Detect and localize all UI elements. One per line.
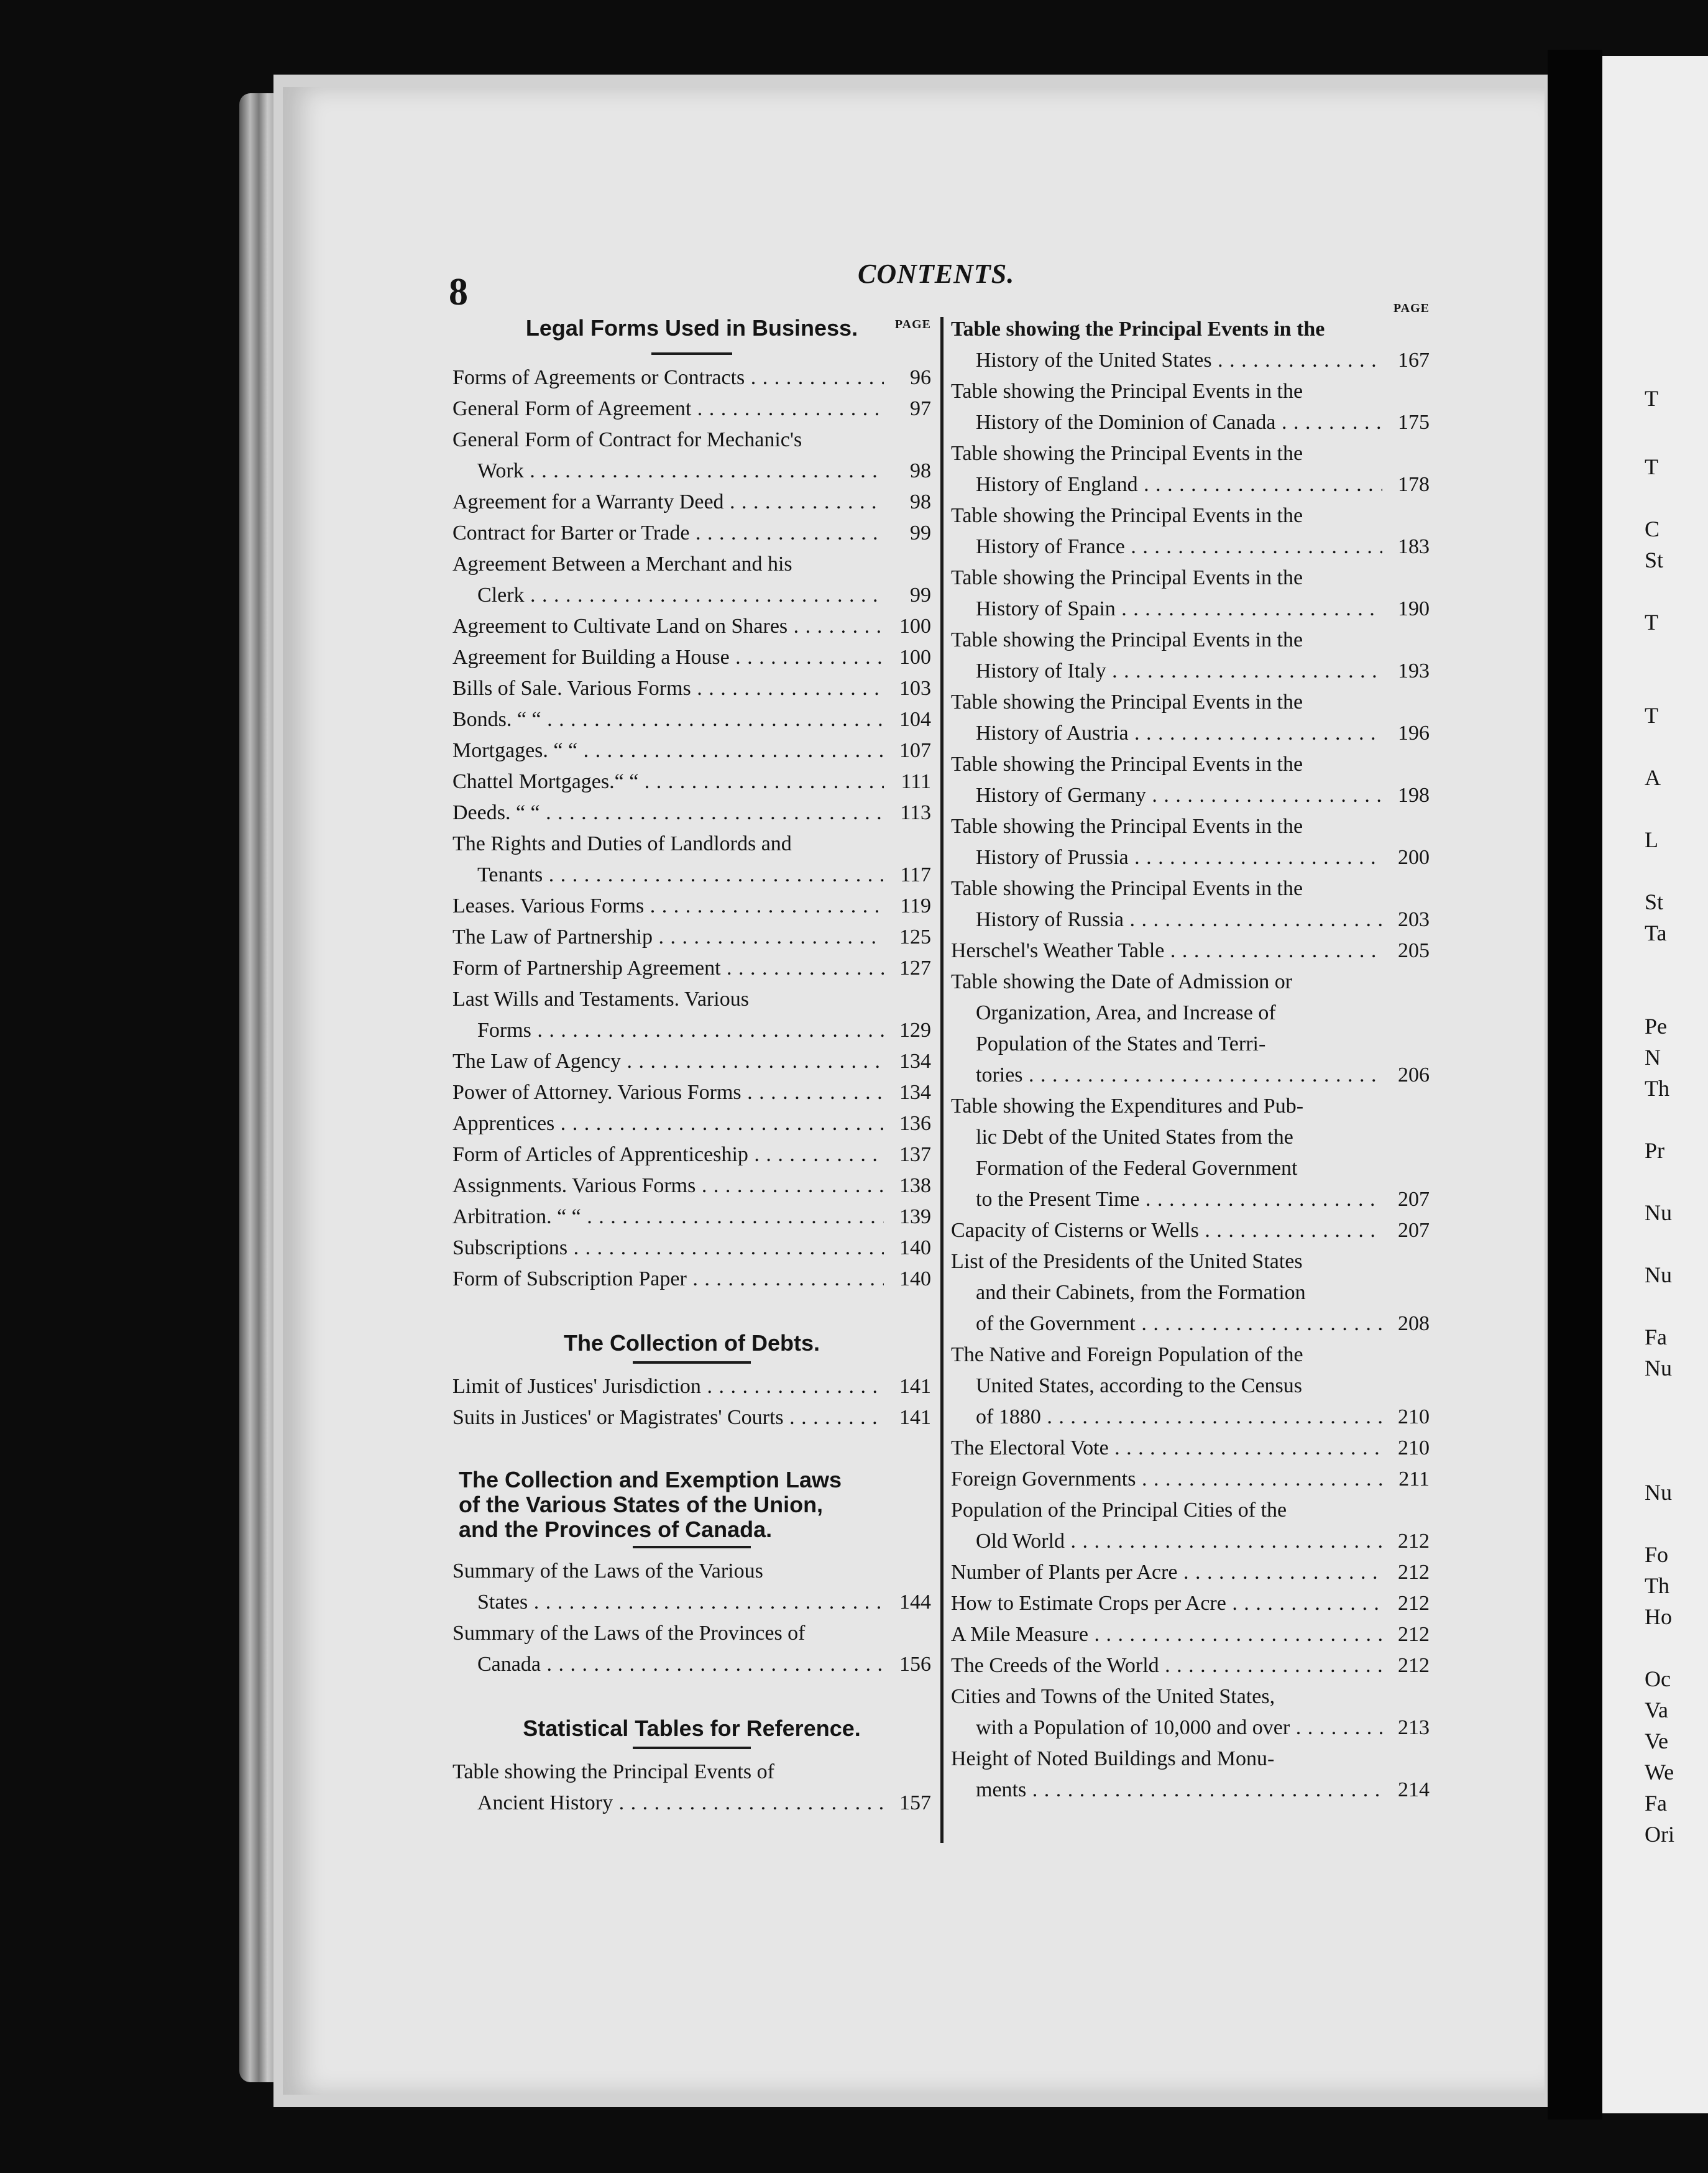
toc-entry-line: Table showing the Principal Events in the xyxy=(951,877,1303,900)
toc-page-number: 136 xyxy=(899,1112,931,1135)
toc-entry-title xyxy=(951,563,1382,625)
toc-entry-title xyxy=(951,811,1382,873)
toc-entry xyxy=(951,1433,1430,1464)
toc-entry xyxy=(951,1339,1430,1433)
facing-page-fragment: Oc xyxy=(1645,1666,1671,1691)
toc-page-number: 205 xyxy=(1398,939,1430,962)
toc-entry xyxy=(452,953,931,984)
facing-page-fragment: T xyxy=(1645,703,1658,728)
toc-page-number: 138 xyxy=(899,1174,931,1197)
toc-entry-line xyxy=(452,860,884,891)
toc-entry-title xyxy=(452,1618,884,1680)
toc-entry-title xyxy=(951,1339,1382,1433)
toc-entry xyxy=(951,1588,1430,1619)
toc-entry-line-text: History of Germany . . . xyxy=(976,784,1382,807)
section-title-line: and the Provinces of Canada. xyxy=(459,1517,773,1542)
toc-entry-title: Apprentices . . . xyxy=(452,1108,884,1139)
toc-page-number: 141 xyxy=(899,1375,931,1398)
toc-page-number: 183 xyxy=(1398,535,1430,558)
toc-entry-line: Formation of the Federal Government xyxy=(976,1157,1298,1180)
facing-page-fragment: Ta xyxy=(1645,921,1667,945)
toc-page-number: 212 xyxy=(1398,1623,1430,1646)
facing-page-fragment: T xyxy=(1645,610,1658,635)
toc-entry-title xyxy=(951,1681,1382,1743)
toc-entry-line-text: with a Population of 10,000 and over . . . xyxy=(976,1716,1382,1739)
toc-entry-title: Form of Subscription Paper . . . xyxy=(452,1264,884,1295)
toc-entry-title xyxy=(951,376,1382,438)
toc-entry-line xyxy=(951,780,1382,811)
toc-entry xyxy=(951,438,1430,500)
toc-page-number: 212 xyxy=(1398,1561,1430,1584)
toc-entry-line-text: Work . . . xyxy=(477,459,884,482)
toc-entry xyxy=(452,642,931,673)
toc-entry-line-text: of 1880 . . . xyxy=(976,1405,1382,1428)
toc-entry-title: Form of Articles of Apprenticeship . . . xyxy=(452,1139,884,1170)
toc-entry-line: The Rights and Duties of Landlords and xyxy=(452,832,792,855)
toc-page-number: 117 xyxy=(900,863,931,886)
toc-entry xyxy=(452,891,931,922)
toc-page-number: 200 xyxy=(1398,846,1430,869)
toc-entry-title: Leases. Various Forms . . . xyxy=(452,891,884,922)
toc-entry xyxy=(452,393,931,425)
toc-entry-title: Deeds. “ “ . . . xyxy=(452,797,884,829)
toc-page-number: 208 xyxy=(1398,1312,1430,1335)
toc-entry xyxy=(951,811,1430,873)
toc-page-number: 140 xyxy=(899,1236,931,1259)
toc-entry xyxy=(452,1402,931,1433)
toc-entry xyxy=(452,1201,931,1233)
toc-entry-line-text: History of the United States . . . xyxy=(976,349,1382,372)
toc-entry-line xyxy=(951,1184,1382,1215)
toc-entry-line-text: Ancient History . . . xyxy=(477,1791,884,1814)
section-title: Statistical Tables for Reference. xyxy=(523,1716,861,1741)
toc-page-number: 127 xyxy=(899,957,931,980)
toc-page-number: 212 xyxy=(1398,1592,1430,1615)
toc-entry-line xyxy=(951,1712,1382,1743)
toc-entry xyxy=(452,518,931,549)
toc-entry-title: The Creeds of the World . . . xyxy=(951,1650,1382,1681)
toc-page-number: 178 xyxy=(1398,473,1430,496)
toc-entry-line-text: of the Government . . . xyxy=(976,1312,1382,1335)
section-title-line: of the Various States of the Union, xyxy=(459,1492,824,1517)
toc-page-number: 139 xyxy=(899,1205,931,1228)
toc-entry xyxy=(452,425,931,487)
toc-entry-line-text: Tenants . . . xyxy=(477,863,884,886)
toc-entry-line xyxy=(452,1649,884,1680)
toc-page-number: 141 xyxy=(899,1406,931,1429)
toc-entry-title: Chattel Mortgages.“ “ . . . xyxy=(452,766,884,797)
toc-entry-title: How to Estimate Crops per Acre . . . xyxy=(951,1588,1382,1619)
toc-entry xyxy=(452,1371,931,1402)
toc-entry-line-text: Canada . . . xyxy=(477,1653,884,1676)
toc-entry xyxy=(951,376,1430,438)
toc-entry-line xyxy=(452,456,884,487)
facing-page-fragment: A xyxy=(1645,765,1661,790)
toc-page-number: 196 xyxy=(1398,722,1430,745)
toc-entry-line-text: History of the Dominion of Canada . . . xyxy=(976,411,1382,434)
toc-entry-line: Table showing the Principal Events in the xyxy=(951,815,1303,838)
toc-entry-title xyxy=(951,749,1382,811)
toc-entry xyxy=(452,611,931,642)
toc-entry xyxy=(452,1264,931,1295)
running-head: CONTENTS. xyxy=(858,259,1015,289)
facing-page-fragment: Ve xyxy=(1645,1729,1668,1753)
toc-page-number: 100 xyxy=(899,615,931,638)
toc-entry-line-text: States . . . xyxy=(477,1591,884,1614)
toc-page-number: 193 xyxy=(1398,659,1430,682)
toc-entry xyxy=(452,1170,931,1201)
toc-entry-line: The Native and Foreign Population of the xyxy=(951,1343,1303,1366)
toc-entry-title xyxy=(452,1556,884,1618)
toc-entry xyxy=(951,1464,1430,1495)
toc-entry-title xyxy=(951,438,1382,500)
toc-entry-line: Table showing the Principal Events in the xyxy=(951,566,1303,589)
facing-page-fragment: Th xyxy=(1645,1573,1669,1598)
title-rule xyxy=(633,1546,751,1548)
toc-entry-line-text: History of Italy . . . xyxy=(976,659,1382,682)
toc-entry-title: Agreement for a Warranty Deed . . . xyxy=(452,487,884,518)
toc-page-number: 97 xyxy=(910,397,931,420)
toc-entry-line xyxy=(951,842,1382,873)
toc-entry-title: Mortgages. “ “ . . . xyxy=(452,735,884,766)
toc-entry-title: Suits in Justices' or Magistrates' Courts . . . xyxy=(452,1402,884,1433)
toc-entry xyxy=(951,1091,1430,1215)
toc-entry xyxy=(452,1618,931,1680)
toc-page-number: 134 xyxy=(899,1050,931,1073)
facing-page-fragment: Nu xyxy=(1645,1262,1672,1287)
toc-entry-line xyxy=(951,531,1382,563)
toc-entry-title xyxy=(951,314,1382,376)
toc-page-number: 198 xyxy=(1398,784,1430,807)
toc-entry xyxy=(452,797,931,829)
toc-page-number: 212 xyxy=(1398,1654,1430,1677)
toc-entry-title xyxy=(951,500,1382,563)
right-column xyxy=(951,301,1430,1806)
toc-page-number: 129 xyxy=(899,1019,931,1042)
toc-entry-line xyxy=(951,1526,1382,1557)
toc-entry xyxy=(951,1743,1430,1806)
toc-entry-line xyxy=(452,1587,884,1618)
toc-entry-line-text: Forms . . . xyxy=(477,1019,884,1042)
toc-entry-line xyxy=(452,1015,884,1046)
toc-page-number: 207 xyxy=(1398,1219,1430,1242)
facing-page-fragment: St xyxy=(1645,889,1664,914)
facing-page-fragment: Fa xyxy=(1645,1791,1667,1816)
toc-entry-line-text: History of France . . . xyxy=(976,535,1382,558)
toc-page-number: 214 xyxy=(1398,1778,1430,1801)
page-column-label: PAGE xyxy=(894,318,931,331)
toc-entry-line: Agreement Between a Merchant and his xyxy=(452,553,792,576)
facing-page-fragment: L xyxy=(1645,827,1658,852)
toc-entry xyxy=(951,625,1430,687)
toc-page-number: 103 xyxy=(899,677,931,700)
toc-page-number: 119 xyxy=(900,894,931,917)
toc-entry-title xyxy=(951,967,1382,1091)
toc-entry xyxy=(452,1108,931,1139)
toc-entry-title: The Law of Agency . . . xyxy=(452,1046,884,1077)
toc-entry-line-text: History of Russia . . . xyxy=(976,908,1382,931)
toc-entry-line: Cities and Towns of the United States, xyxy=(951,1685,1275,1708)
title-rule xyxy=(633,1361,751,1364)
toc-page-number: 104 xyxy=(899,708,931,731)
toc-page-number: 98 xyxy=(910,459,931,482)
title-rule xyxy=(651,352,732,355)
toc-entry-line-text: History of England . . . xyxy=(976,473,1382,496)
toc-entry-title: Agreement for Building a House . . . xyxy=(452,642,884,673)
toc-entry-line xyxy=(452,1788,884,1819)
facing-page-fragment: Fo xyxy=(1645,1542,1669,1567)
toc-entry xyxy=(951,1557,1430,1588)
toc-entry-line xyxy=(951,594,1382,625)
toc-entry-title: A Mile Measure . . . xyxy=(951,1619,1382,1650)
facing-page-fragment: Pr xyxy=(1645,1138,1665,1163)
toc-page-number: 190 xyxy=(1398,597,1430,620)
toc-entry-title: Bonds. “ “ . . . xyxy=(452,704,884,735)
toc-entry xyxy=(452,549,931,611)
toc-entry-title xyxy=(452,829,884,891)
toc-entry-line-text: ments . . . xyxy=(976,1778,1382,1801)
toc-page-number: 207 xyxy=(1398,1188,1430,1211)
toc-entry-line: Table showing the Principal Events in the xyxy=(951,691,1303,714)
toc-page-number: 137 xyxy=(899,1143,931,1166)
toc-entry xyxy=(951,1619,1430,1650)
facing-page-fragment: Ori xyxy=(1645,1822,1674,1847)
toc-entry xyxy=(452,1077,931,1108)
toc-page-number: 98 xyxy=(910,490,931,513)
toc-entry-line: List of the Presidents of the United States xyxy=(951,1250,1303,1273)
toc-entry-line: Table showing the Principal Events in the xyxy=(951,318,1325,341)
toc-entry xyxy=(452,735,931,766)
toc-entry-line: Table showing the Date of Admission or xyxy=(951,970,1293,993)
toc-entry-title xyxy=(951,1743,1382,1806)
toc-entry-line: Population of the States and Terri- xyxy=(976,1032,1266,1055)
toc-entry-line xyxy=(951,1308,1382,1339)
facing-page-fragment: Nu xyxy=(1645,1200,1672,1225)
toc-entry-title xyxy=(951,873,1382,935)
toc-page-number: 113 xyxy=(900,801,931,824)
toc-entry xyxy=(452,1046,931,1077)
toc-entry-line: lic Debt of the United States from the xyxy=(976,1126,1293,1149)
toc-page-number: 111 xyxy=(901,770,931,793)
toc-entry-line: Summary of the Laws of the Provinces of xyxy=(452,1622,806,1645)
toc-entry-line: Population of the Principal Cities of the xyxy=(951,1499,1287,1522)
toc-entry xyxy=(452,1139,931,1170)
toc-page-number: 125 xyxy=(899,926,931,949)
toc-entry xyxy=(951,1495,1430,1557)
facing-page-fragment: C xyxy=(1645,517,1660,541)
toc-entry xyxy=(951,1215,1430,1246)
facing-page-fragment: Va xyxy=(1645,1698,1668,1722)
toc-entry-title: Foreign Governments . . . xyxy=(951,1464,1382,1495)
toc-entry-line: Table showing the Principal Events in the xyxy=(951,442,1303,465)
toc-page-number: 140 xyxy=(899,1267,931,1290)
toc-entry-title: Capacity of Cisterns or Wells . . . xyxy=(951,1215,1382,1246)
toc-entry-line xyxy=(951,345,1382,376)
toc-entry-title: Contract for Barter or Trade . . . xyxy=(452,518,884,549)
toc-entry-title: Herschel's Weather Table . . . xyxy=(951,935,1382,967)
toc-entry xyxy=(452,1757,931,1819)
section-gap xyxy=(452,1295,931,1329)
toc-entry-title: Agreement to Cultivate Land on Shares . . . xyxy=(452,611,884,642)
toc-entry xyxy=(452,766,931,797)
toc-entry xyxy=(452,704,931,735)
toc-entry-line: Height of Noted Buildings and Monu- xyxy=(951,1747,1275,1770)
toc-entry-line-text: tories . . . xyxy=(976,1064,1382,1086)
page-number: 8 xyxy=(449,271,468,313)
toc-entry-title: Arbitration. “ “ . . . xyxy=(452,1201,884,1233)
facing-page-fragment: Ho xyxy=(1645,1604,1672,1629)
toc-page-number: 107 xyxy=(899,739,931,762)
page-column-label: PAGE xyxy=(1393,301,1430,315)
toc-page-number: 212 xyxy=(1398,1530,1430,1553)
toc-page-number: 96 xyxy=(910,366,931,389)
toc-page-number: 99 xyxy=(910,521,931,544)
toc-entry xyxy=(951,314,1430,376)
section-gap xyxy=(452,1433,931,1468)
column-divider xyxy=(940,317,944,1843)
toc-entry xyxy=(452,487,931,518)
toc-entry-line: Table showing the Principal Events of xyxy=(452,1760,774,1783)
toc-entry-title xyxy=(452,425,884,487)
toc-entry xyxy=(452,362,931,393)
toc-entry xyxy=(951,500,1430,563)
facing-page-fragment: St xyxy=(1645,548,1664,572)
toc-entry-line xyxy=(452,580,884,611)
book-gutter xyxy=(1548,50,1602,2120)
toc-page-number: 211 xyxy=(1398,1468,1430,1491)
toc-entry-title: Power of Attorney. Various Forms . . . xyxy=(452,1077,884,1108)
section-title-line: The Collection and Exemption Laws xyxy=(459,1467,842,1492)
toc-entry-line: Table showing the Expenditures and Pub- xyxy=(951,1095,1304,1118)
toc-entry xyxy=(951,1246,1430,1339)
toc-entry-title xyxy=(452,984,884,1046)
toc-page-number: 210 xyxy=(1398,1436,1430,1459)
toc-entry xyxy=(452,984,931,1046)
toc-entry xyxy=(452,829,931,891)
toc-page-number: 203 xyxy=(1398,908,1430,931)
toc-entry-line: United States, according to the Census xyxy=(976,1374,1303,1397)
toc-entry-line: Last Wills and Testaments. Various xyxy=(452,988,749,1011)
toc-page-number: 167 xyxy=(1398,349,1430,372)
toc-entry-line-text: History of Austria . . . xyxy=(976,722,1382,745)
toc-entry-line xyxy=(951,904,1382,935)
toc-entry-title xyxy=(452,1757,884,1819)
facing-page-fragment: Th xyxy=(1645,1076,1669,1101)
toc-page-number: 99 xyxy=(910,584,931,607)
toc-entry-line: Table showing the Principal Events in the xyxy=(951,628,1303,651)
toc-entry-title xyxy=(951,1246,1382,1339)
toc-entry-line: General Form of Contract for Mechanic's xyxy=(452,428,802,451)
toc-entry-line: Summary of the Laws of the Various xyxy=(452,1560,763,1583)
toc-entry-line xyxy=(951,656,1382,687)
title-rule xyxy=(633,1747,751,1749)
toc-entry-line-text: History of Prussia . . . xyxy=(976,846,1382,869)
toc-entry-title: Bills of Sale. Various Forms . . . xyxy=(452,673,884,704)
toc-entry-line-text: Old World . . . xyxy=(976,1530,1382,1553)
toc-page-number: 213 xyxy=(1398,1716,1430,1739)
toc-entry-line-text: History of Spain . . . xyxy=(976,597,1382,620)
section-title: The Collection of Debts. xyxy=(563,1330,820,1356)
toc-page-number: 157 xyxy=(899,1791,931,1814)
toc-entry-title: Forms of Agreements or Contracts . . . xyxy=(452,362,884,393)
left-column xyxy=(452,314,931,1819)
toc-entry-title: Form of Partnership Agreement . . . xyxy=(452,953,884,984)
toc-entry xyxy=(452,673,931,704)
toc-entry-line xyxy=(951,407,1382,438)
toc-entry xyxy=(951,873,1430,935)
toc-entry-line: Organization, Area, and Increase of xyxy=(976,1001,1276,1024)
toc-entry xyxy=(951,749,1430,811)
facing-page-fragment: Nu xyxy=(1645,1480,1672,1505)
toc-page-number: 100 xyxy=(899,646,931,669)
toc-entry-line xyxy=(951,1402,1382,1433)
toc-entry-title xyxy=(452,549,884,611)
toc-entry-line xyxy=(951,1775,1382,1806)
section-title: Legal Forms Used in Business. xyxy=(525,315,858,341)
toc-entry-title xyxy=(951,625,1382,687)
facing-page-fragment: T xyxy=(1645,386,1658,411)
facing-page-fragment: Nu xyxy=(1645,1356,1672,1381)
toc-entry-line-text: to the Present Time . . . xyxy=(976,1188,1382,1211)
toc-entry-title: The Law of Partnership . . . xyxy=(452,922,884,953)
toc-entry-line xyxy=(951,1060,1382,1091)
toc-entry-title: Assignments. Various Forms . . . xyxy=(452,1170,884,1201)
facing-page-fragment: N xyxy=(1645,1045,1661,1070)
facing-page-fragment: We xyxy=(1645,1760,1674,1785)
toc-entry xyxy=(951,1650,1430,1681)
toc-page-number: 175 xyxy=(1398,411,1430,434)
toc-entry-title: Number of Plants per Acre . . . xyxy=(951,1557,1382,1588)
toc-entry xyxy=(452,1556,931,1618)
toc-entry-line: Table showing the Principal Events in the xyxy=(951,753,1303,776)
toc-page-number: 144 xyxy=(899,1591,931,1614)
toc-entry-title: Limit of Justices' Jurisdiction . . . xyxy=(452,1371,884,1402)
toc-entry-title: Subscriptions . . . xyxy=(452,1233,884,1264)
toc-entry xyxy=(951,563,1430,625)
toc-page-number: 156 xyxy=(899,1653,931,1676)
toc-page-number: 134 xyxy=(899,1081,931,1104)
toc-entry-line xyxy=(951,718,1382,749)
toc-page-number: 206 xyxy=(1398,1064,1430,1086)
toc-entry-line: Table showing the Principal Events in the xyxy=(951,504,1303,527)
toc-entry xyxy=(951,935,1430,967)
toc-entry-line-text: Clerk . . . xyxy=(477,584,884,607)
toc-entry xyxy=(452,922,931,953)
toc-entry-line xyxy=(951,469,1382,500)
toc-entry xyxy=(452,1233,931,1264)
toc-entry xyxy=(951,687,1430,749)
toc-entry xyxy=(951,1681,1430,1743)
facing-page xyxy=(1602,56,1708,2113)
facing-page-fragment: Pe xyxy=(1645,1014,1667,1039)
toc-entry-line: Table showing the Principal Events in the xyxy=(951,380,1303,403)
facing-page-fragment: T xyxy=(1645,454,1658,479)
toc-entry-line: and their Cabinets, from the Formation xyxy=(976,1281,1306,1304)
toc-entry-title: The Electoral Vote . . . xyxy=(951,1433,1382,1464)
toc-entry-title: General Form of Agreement . . . xyxy=(452,393,884,425)
section-gap xyxy=(452,1680,931,1714)
toc-entry-title xyxy=(951,1091,1382,1215)
toc-entry xyxy=(951,967,1430,1091)
toc-entry-title xyxy=(951,687,1382,749)
toc-page-number: 210 xyxy=(1398,1405,1430,1428)
facing-page-fragment: Fa xyxy=(1645,1325,1667,1349)
toc-entry-title xyxy=(951,1495,1382,1557)
